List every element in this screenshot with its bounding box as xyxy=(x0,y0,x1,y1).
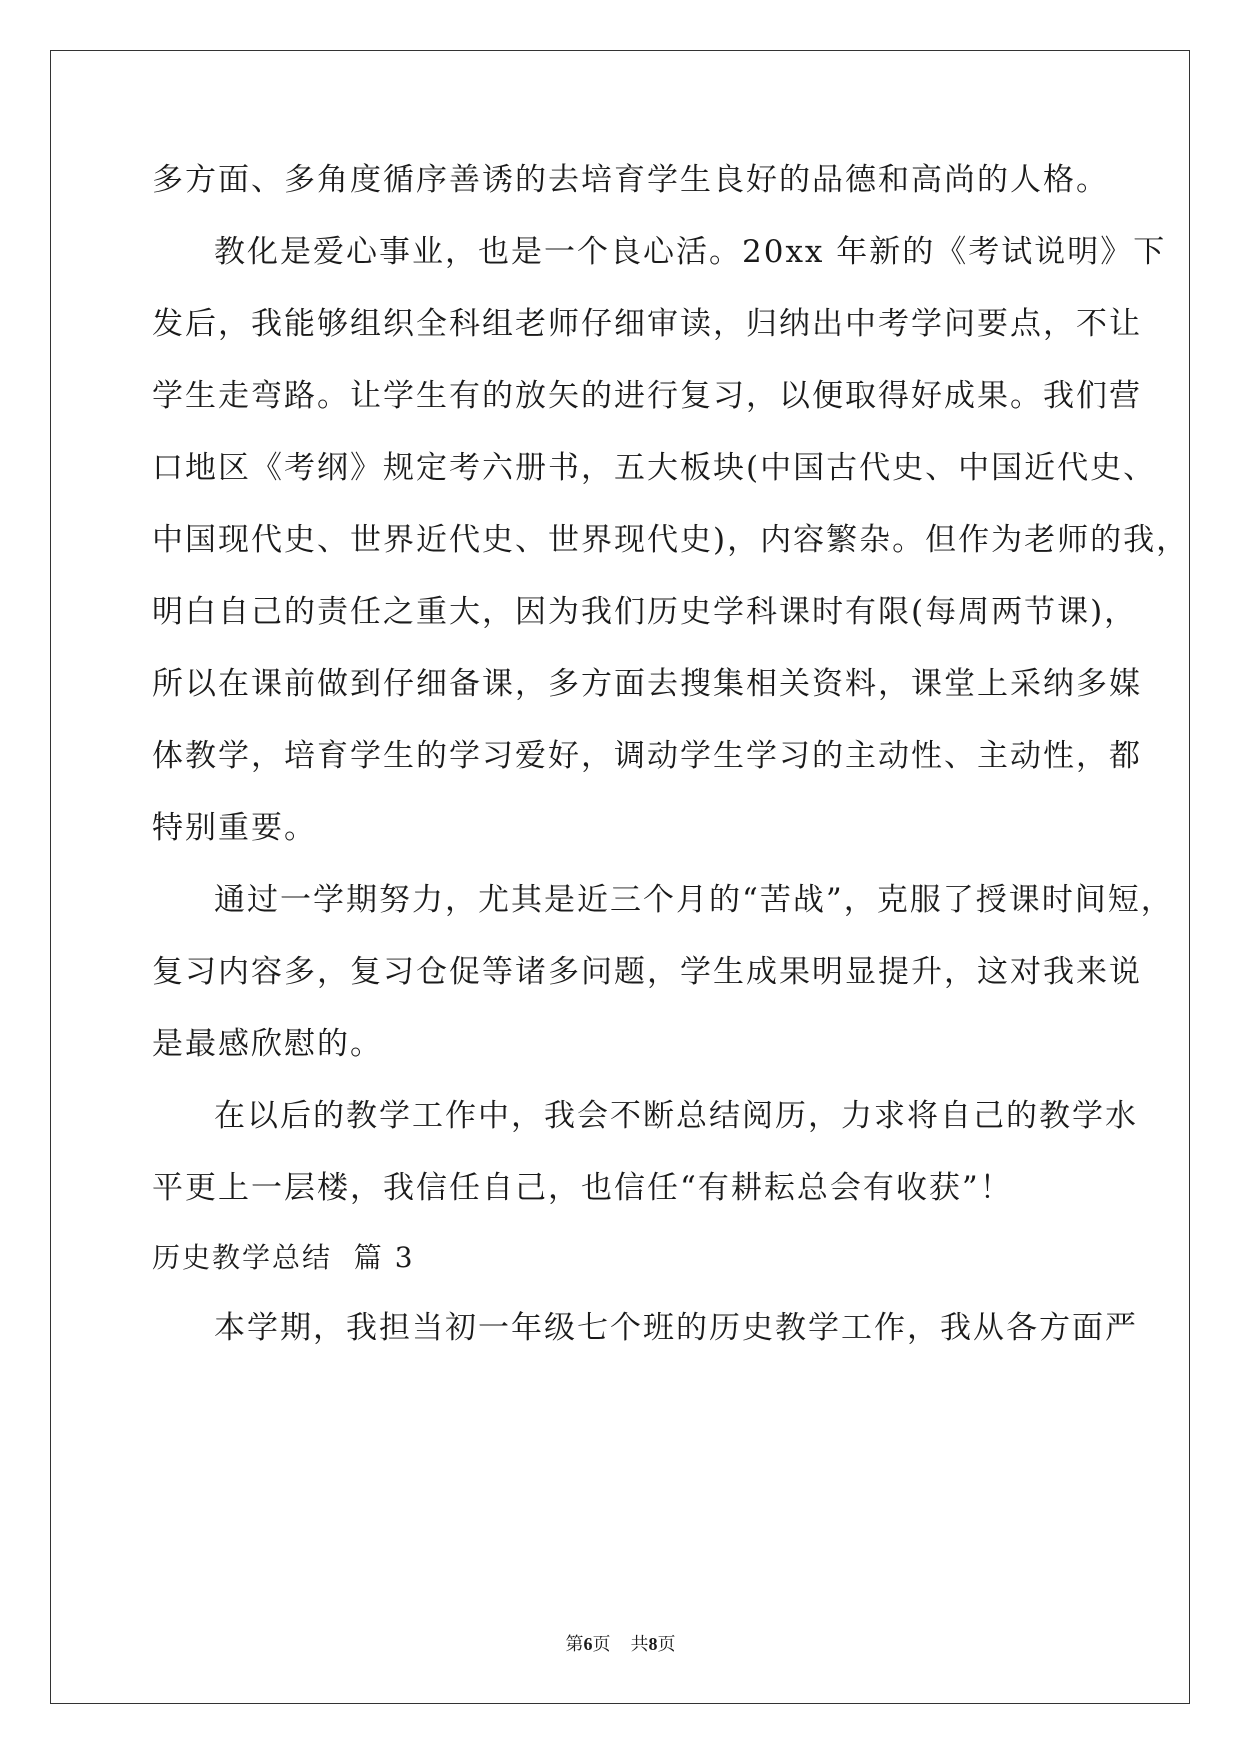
text-line: 中国现代史、世界近代史、世界现代史)，内容繁杂。但作为老师的我， xyxy=(152,522,1190,558)
text-line: 平更上一层楼，我信任自己，也信任“有耕耘总会有收获”！ xyxy=(152,1170,1013,1206)
text-line: 学生走弯路。让学生有的放矢的进行复习，以便取得好成果。我们营 xyxy=(152,378,1142,414)
text-line: 在以后的教学工作中，我会不断总结阅历，力求将自己的教学水 xyxy=(214,1098,1138,1134)
total-prefix: 共 xyxy=(630,1634,649,1654)
page-prefix: 第 xyxy=(565,1634,584,1654)
page-current: 6 xyxy=(583,1634,593,1654)
text-line: 是最感欣慰的。 xyxy=(152,1026,383,1062)
text-line: 教化是爱心事业，也是一个良心活。20xx 年新的《考试说明》下 xyxy=(214,234,1167,270)
text-line: 复习内容多，复习仓促等诸多问题，学生成果明显提升，这对我来说 xyxy=(152,954,1142,990)
text-line: 发后，我能够组织全科组老师仔细审读，归纳出中考学问要点，不让 xyxy=(152,306,1142,342)
page-footer xyxy=(0,1630,1241,1656)
text-line: 体教学，培育学生的学习爱好，调动学生学习的主动性、主动性，都 xyxy=(152,738,1142,774)
section-heading: 历史教学总结 篇 3 xyxy=(152,1241,415,1274)
text-line: 通过一学期努力，尤其是近三个月的“苦战”，克服了授课时间短， xyxy=(214,882,1174,918)
text-line: 多方面、多角度循序善诱的去培育学生良好的品德和高尚的人格。 xyxy=(152,162,1109,198)
page-total: 8 xyxy=(648,1634,658,1654)
page-border xyxy=(50,50,1190,1704)
text-line: 特别重要。 xyxy=(152,810,317,846)
text-line: 本学期，我担当初一年级七个班的历史教学工作，我从各方面严 xyxy=(214,1310,1138,1346)
page-mid: 页 xyxy=(592,1634,611,1654)
total-suffix: 页 xyxy=(657,1634,676,1654)
text-line: 口地区《考纲》规定考六册书，五大板块(中国古代史、中国近代史、 xyxy=(152,450,1157,486)
text-line: 明白自己的责任之重大，因为我们历史学科课时有限(每周两节课)， xyxy=(152,594,1138,630)
text-line: 所以在课前做到仔细备课，多方面去搜集相关资料，课堂上采纳多媒 xyxy=(152,666,1142,702)
